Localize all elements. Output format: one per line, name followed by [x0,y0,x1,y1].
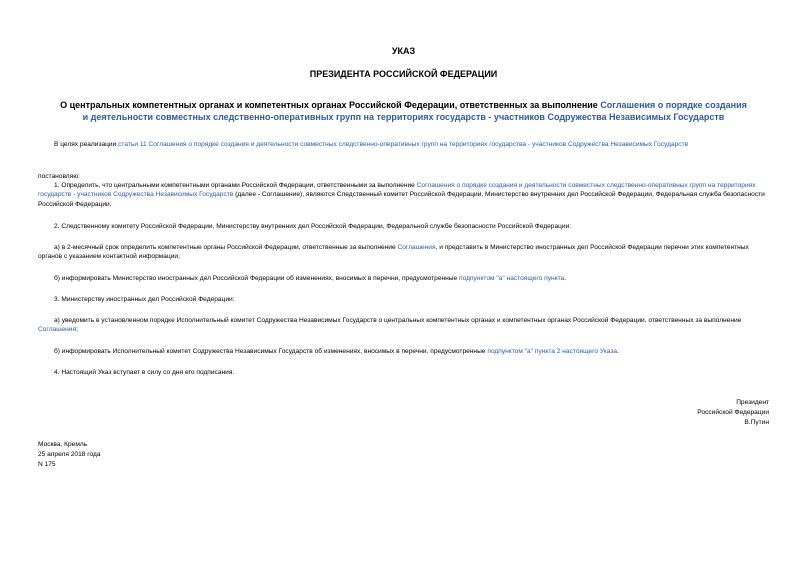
paragraph-1-text-end: (далее - Соглашение), являются Следственный комитет Российской Федерации, Министерство внутренних дел Российской Федерации, Федеральная служба безопасности Российской Федерации. [38,191,765,208]
paragraph-3b-text-end: . [617,348,619,355]
decree-number: N 175 [38,461,56,468]
paragraph-2: 2. Следственному комитету Российской Федерации, Министерству внутренних дел Российской Федерации, Федеральной службе безопасности Российской Федерации: [54,223,572,230]
decree-word: постановляю: [38,173,81,180]
signature-position: Президент [736,399,769,406]
paragraph-1-agreement-link[interactable]: Соглашения о порядке создания и деятельности совместных следственно-оперативных групп на территориях государств - участников Содружества Независимых Государств [38,182,756,199]
paragraph-1 [38,181,770,209]
signing-place: Москва, Кремль [38,441,88,448]
signature-block [697,398,769,428]
paragraph-2a-text-end: , и представить в Министерство иностранных дел Российской Федерации перечни этих компетентных органов с указанием контактной информации; [38,244,749,261]
signature-name: В.Путин [744,419,769,426]
place-date-block [38,440,101,470]
paragraph-3: 3. Министерству иностранных дел Российской Федерации: [54,296,235,303]
paragraph-4: 4. Настоящий Указ вступает в силу со дня его подписания. [54,369,235,376]
paragraph-2b-text-start: б) информировать Министерство иностранных дел Российской Федерации об изменениях, вносимых в перечни, предусмотренные [54,275,460,282]
heading-text: О центральных компетентных органах и компетентных органах Российской Федерации, ответственных за выполнение [60,100,601,110]
paragraph-1-text-start: 1. Определить, что центральными компетентными органами Российской Федерации, ответственными за выполнение [54,182,417,189]
paragraph-2a [38,243,770,262]
document-heading [60,99,747,123]
preamble-text: В целях реализации [54,141,119,148]
paragraph-2a-text-start: а) в 2-месячный срок определить компетентные органы Российской Федерации, ответственные за выполнение [54,244,398,251]
paragraph-3b-subpoint-link[interactable]: подпунктом "а" пункта 2 настоящего Указа [487,348,618,355]
preamble [38,140,770,149]
signing-date: 25 апреля 2018 года [38,451,101,458]
paragraph-2b-subpoint-link[interactable]: подпунктом "а" настоящего пункта [459,275,565,282]
paragraph-2b [38,274,770,283]
preamble-article-link[interactable]: статьи 11 Соглашения о порядке создания и деятельности совместных следственно-оперативных групп на территориях государства - участников Содружества Независимых Государств [118,141,689,148]
paragraph-3a-text-end: ; [76,326,78,334]
document-subtitle: ПРЕЗИДЕНТА РОССИЙСКОЙ ФЕДЕРАЦИИ [309,69,498,79]
paragraph-3a-text-start: а) уведомить в установленном порядке Исполнительный комитет Содружества Независимых Государств о центральных компетентных органах и компетентных органах Российской Федерации, ответственных за выполнение [54,317,742,324]
paragraph-2b-text-end: . [564,275,567,282]
paragraph-3b [38,347,770,356]
document-title: УКАЗ [391,46,416,56]
paragraph-3b-text-start: б) информировать Исполнительный комитет Содружества Независимых Государств об изменениях, вносимых в перечни, предусмотренные [54,348,488,355]
heading-agreement-link[interactable]: Соглашения о порядке создания и деятельности совместных следственно-оперативных групп на территориях государств - участников Содружества Независимых Государств [82,100,747,122]
paragraph-3a-agreement-link[interactable]: Соглашения [38,326,77,334]
signature-country: Российской Федерации [697,409,769,416]
paragraph-3a [38,316,770,335]
paragraph-2a-agreement-link[interactable]: Соглашения [397,244,436,251]
